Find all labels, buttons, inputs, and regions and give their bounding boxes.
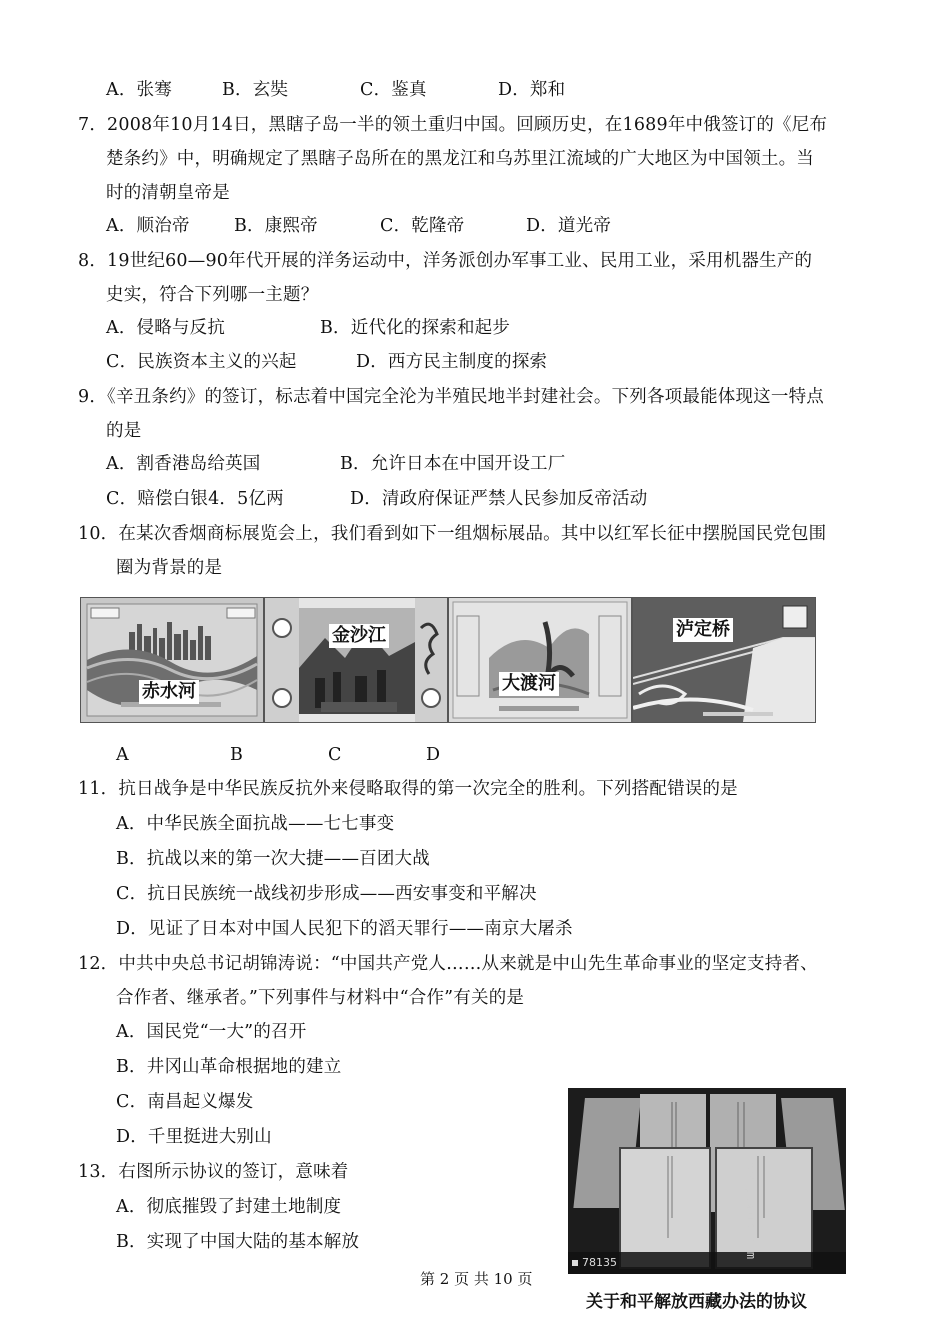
photo-watermark: www.plapic.com xyxy=(744,1158,758,1260)
q7-option-b: B．康熙帝 xyxy=(234,216,318,236)
q7-line-1: 7．2008年10月14日，黑瞎子岛一半的领土重归中国。回顾历史，在1689年中俄签订的《尼布 xyxy=(78,115,828,135)
q9-line-2: 的是 xyxy=(106,421,142,441)
q10-line-2: 圈为背景的是 xyxy=(116,558,223,578)
q7-line-2: 楚条约》中，明确规定了黑瞎子岛所在的黑龙江和乌苏里江流域的广大地区为中国领土。当 xyxy=(106,149,814,169)
jinsha-river-illustration xyxy=(265,598,447,722)
q8-line-2: 史实，符合下列哪一主题？ xyxy=(106,285,319,305)
panel-letter-c: C xyxy=(328,745,342,765)
cigarette-label-d xyxy=(632,597,816,723)
q8-option-c: C．民族资本主义的兴起 xyxy=(106,352,297,372)
luding-bridge-illustration xyxy=(633,598,815,722)
q11-option-a: A．中华民族全面抗战——七七事变 xyxy=(116,814,395,834)
q12-option-c: C．南昌起义爆发 xyxy=(116,1092,254,1112)
q8-option-a: A．侵略与反抗 xyxy=(106,318,226,338)
panel-label-dadu: 大渡河 xyxy=(499,672,559,696)
panel-label-luding: 泸定桥 xyxy=(673,618,733,642)
q8-option-b: B．近代化的探索和起步 xyxy=(320,318,511,338)
q11-option-b: B．抗战以来的第一次大捷——百团大战 xyxy=(116,849,430,869)
q11-line-1: 11．抗日战争是中华民族反抗外来侵略取得的第一次完全的胜利。下列搭配错误的是 xyxy=(78,779,738,799)
cigarette-label-a xyxy=(80,597,264,723)
dadu-river-illustration xyxy=(449,598,631,722)
q6-option-a: A．张骞 xyxy=(106,80,172,100)
q13-line-1: 13．右图所示协议的签订，意味着 xyxy=(78,1162,349,1182)
q13-option-a: A．彻底摧毁了封建土地制度 xyxy=(116,1197,342,1217)
q7-line-3: 时的清朝皇帝是 xyxy=(106,183,230,203)
q9-option-c: C．赔偿白银4．5亿两 xyxy=(106,489,284,509)
q12-option-d: D．千里挺进大别山 xyxy=(116,1127,272,1147)
q12-option-a: A．国民党“一大”的召开 xyxy=(116,1022,307,1042)
panel-label-chishui: 赤水河 xyxy=(139,680,199,704)
panel-letter-b: B xyxy=(230,745,243,765)
q9-option-a: A．割香港岛给英国 xyxy=(106,454,261,474)
q12-line-2: 合作者、继承者。”下列事件与材料中“合作”有关的是 xyxy=(116,988,525,1008)
cigarette-label-b xyxy=(264,597,448,723)
q9-option-b: B．允许日本在中国开设工厂 xyxy=(340,454,566,474)
q11-option-d: D．见证了日本对中国人民犯下的滔天罪行——南京大屠杀 xyxy=(116,919,573,939)
q8-line-1: 8．19世纪60—90年代开展的洋务运动中，洋务派创办军事工业、民用工业，采用机器生产的 xyxy=(78,251,813,271)
q7-option-c: C．乾隆帝 xyxy=(380,216,465,236)
q12-option-b: B．井冈山革命根据地的建立 xyxy=(116,1057,342,1077)
cigarette-label-strip xyxy=(80,597,816,723)
tibet-agreement-photo xyxy=(568,1088,846,1274)
q9-option-d: D．清政府保证严禁人民参加反帝活动 xyxy=(350,489,648,509)
q11-option-c: C．抗日民族统一战线初步形成——西安事变和平解决 xyxy=(116,884,537,904)
panel-label-jinsha: 金沙江 xyxy=(329,624,389,648)
q7-option-a: A．顺治帝 xyxy=(106,216,190,236)
agreement-documents-illustration xyxy=(568,1088,846,1274)
page-footer: 第 2 页 共 10 页 xyxy=(420,1270,533,1288)
q12-line-1: 12．中共中央总书记胡锦涛说：“中国共产党人……从来就是中山先生革命事业的坚定支持者、 xyxy=(78,954,818,974)
q10-line-1: 10．在某次香烟商标展览会上，我们看到如下一组烟标展品。其中以红军长征中摆脱国民党包围 xyxy=(78,524,827,544)
q6-option-d: D．郑和 xyxy=(498,80,566,100)
q6-option-b: B．玄奘 xyxy=(222,80,289,100)
photo-number: 78135 xyxy=(582,1256,617,1269)
q7-option-d: D．道光帝 xyxy=(526,216,612,236)
photo-caption: 关于和平解放西藏办法的协议 xyxy=(586,1292,807,1312)
panel-letter-d: D xyxy=(426,745,441,765)
q6-option-c: C．鉴真 xyxy=(360,80,427,100)
cigarette-label-c xyxy=(448,597,632,723)
q8-option-d: D．西方民主制度的探索 xyxy=(356,352,548,372)
q13-option-b: B．实现了中国大陆的基本解放 xyxy=(116,1232,360,1252)
q9-line-1: 9．《辛丑条约》的签订，标志着中国完全沦为半殖民地半封建社会。下列各项最能体现这一特点 xyxy=(78,387,824,407)
panel-letter-a: A xyxy=(116,745,129,765)
